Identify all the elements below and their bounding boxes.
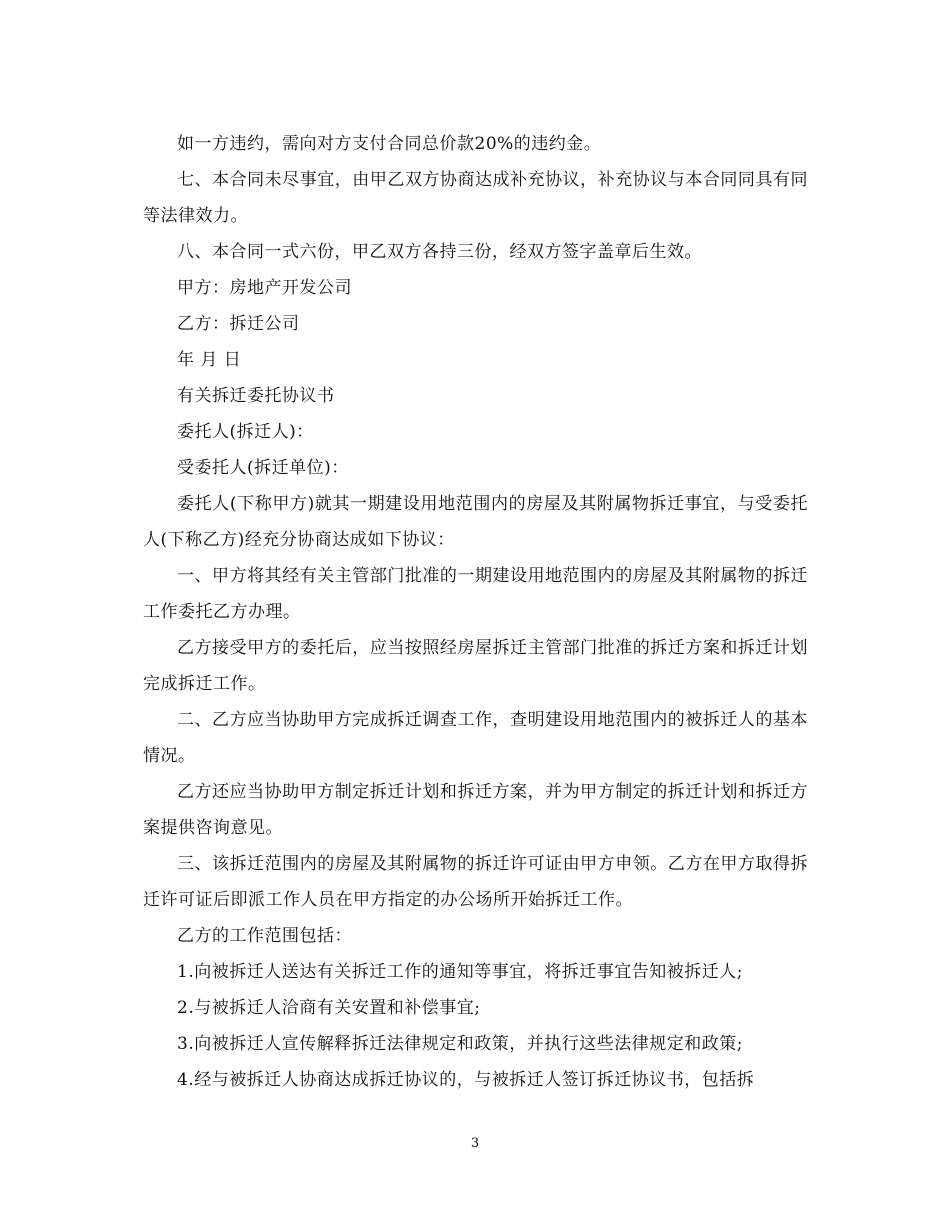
- paragraph-article-one-detail: 乙方接受甲方的委托后，应当按照经房屋拆迁主管部门批准的拆迁方案和拆迁计划完成拆迁工作。: [143, 638, 808, 694]
- paragraph-article-two: 二、乙方应当协助甲方完成拆迁调查工作，查明建设用地范围内的被拆迁人的基本情况。: [143, 710, 808, 766]
- page-number: 3: [470, 1136, 480, 1151]
- paragraph-article-one: 一、甲方将其经有关主管部门批准的一期建设用地范围内的房屋及其附属物的拆迁工作委托乙方办理。: [143, 566, 808, 622]
- paragraph-article-two-detail: 乙方还应当协助甲方制定拆迁计划和拆迁方案，并为甲方制定的拆迁计划和拆迁方案提供咨询意见。: [143, 782, 808, 838]
- work-scope-heading: 乙方的工作范围包括：: [177, 926, 352, 946]
- list-item: 2.与被拆迁人洽商有关安置和补偿事宜;: [177, 998, 481, 1018]
- document-body: [143, 126, 808, 1098]
- list-item: 3.向被拆迁人宣传解释拆迁法律规定和政策，并执行这些法律规定和政策;: [177, 1034, 743, 1054]
- party-a-signature-line: 甲方：房地产开发公司: [177, 278, 352, 298]
- date-line: 年 月 日: [177, 350, 242, 370]
- principal-line: 委托人(拆迁人)：: [177, 422, 314, 442]
- list-item: 4.经与被拆迁人协商达成拆迁协议的，与被拆迁人签订拆迁协议书，包括拆: [177, 1070, 755, 1090]
- agent-line: 受委托人(拆迁单位)：: [177, 458, 349, 478]
- paragraph-preamble: 委托人(下称甲方)就其一期建设用地范围内的房屋及其附属物拆迁事宜，与受委托人(下称乙方)经充分协商达成如下协议：: [143, 494, 808, 550]
- paragraph-clause-seven: 七、本合同未尽事宜，由甲乙双方协商达成补充协议，补充协议与本合同同具有同等法律效力。: [143, 170, 808, 226]
- party-b-signature-line: 乙方：拆迁公司: [177, 314, 300, 334]
- paragraph-breach-penalty: 如一方违约，需向对方支付合同总价款20%的违约金。: [177, 134, 602, 154]
- agreement-title: 有关拆迁委托协议书: [177, 386, 335, 406]
- paragraph-clause-eight: 八、本合同一式六份，甲乙双方各持三份，经双方签字盖章后生效。: [177, 242, 702, 262]
- list-item: 1.向被拆迁人送达有关拆迁工作的通知等事宜，将拆迁事宜告知被拆迁人;: [177, 962, 743, 982]
- paragraph-article-three: 三、该拆迁范围内的房屋及其附属物的拆迁许可证由甲方申领。乙方在甲方取得拆迁许可证后即派工作人员在甲方指定的办公场所开始拆迁工作。: [143, 854, 808, 910]
